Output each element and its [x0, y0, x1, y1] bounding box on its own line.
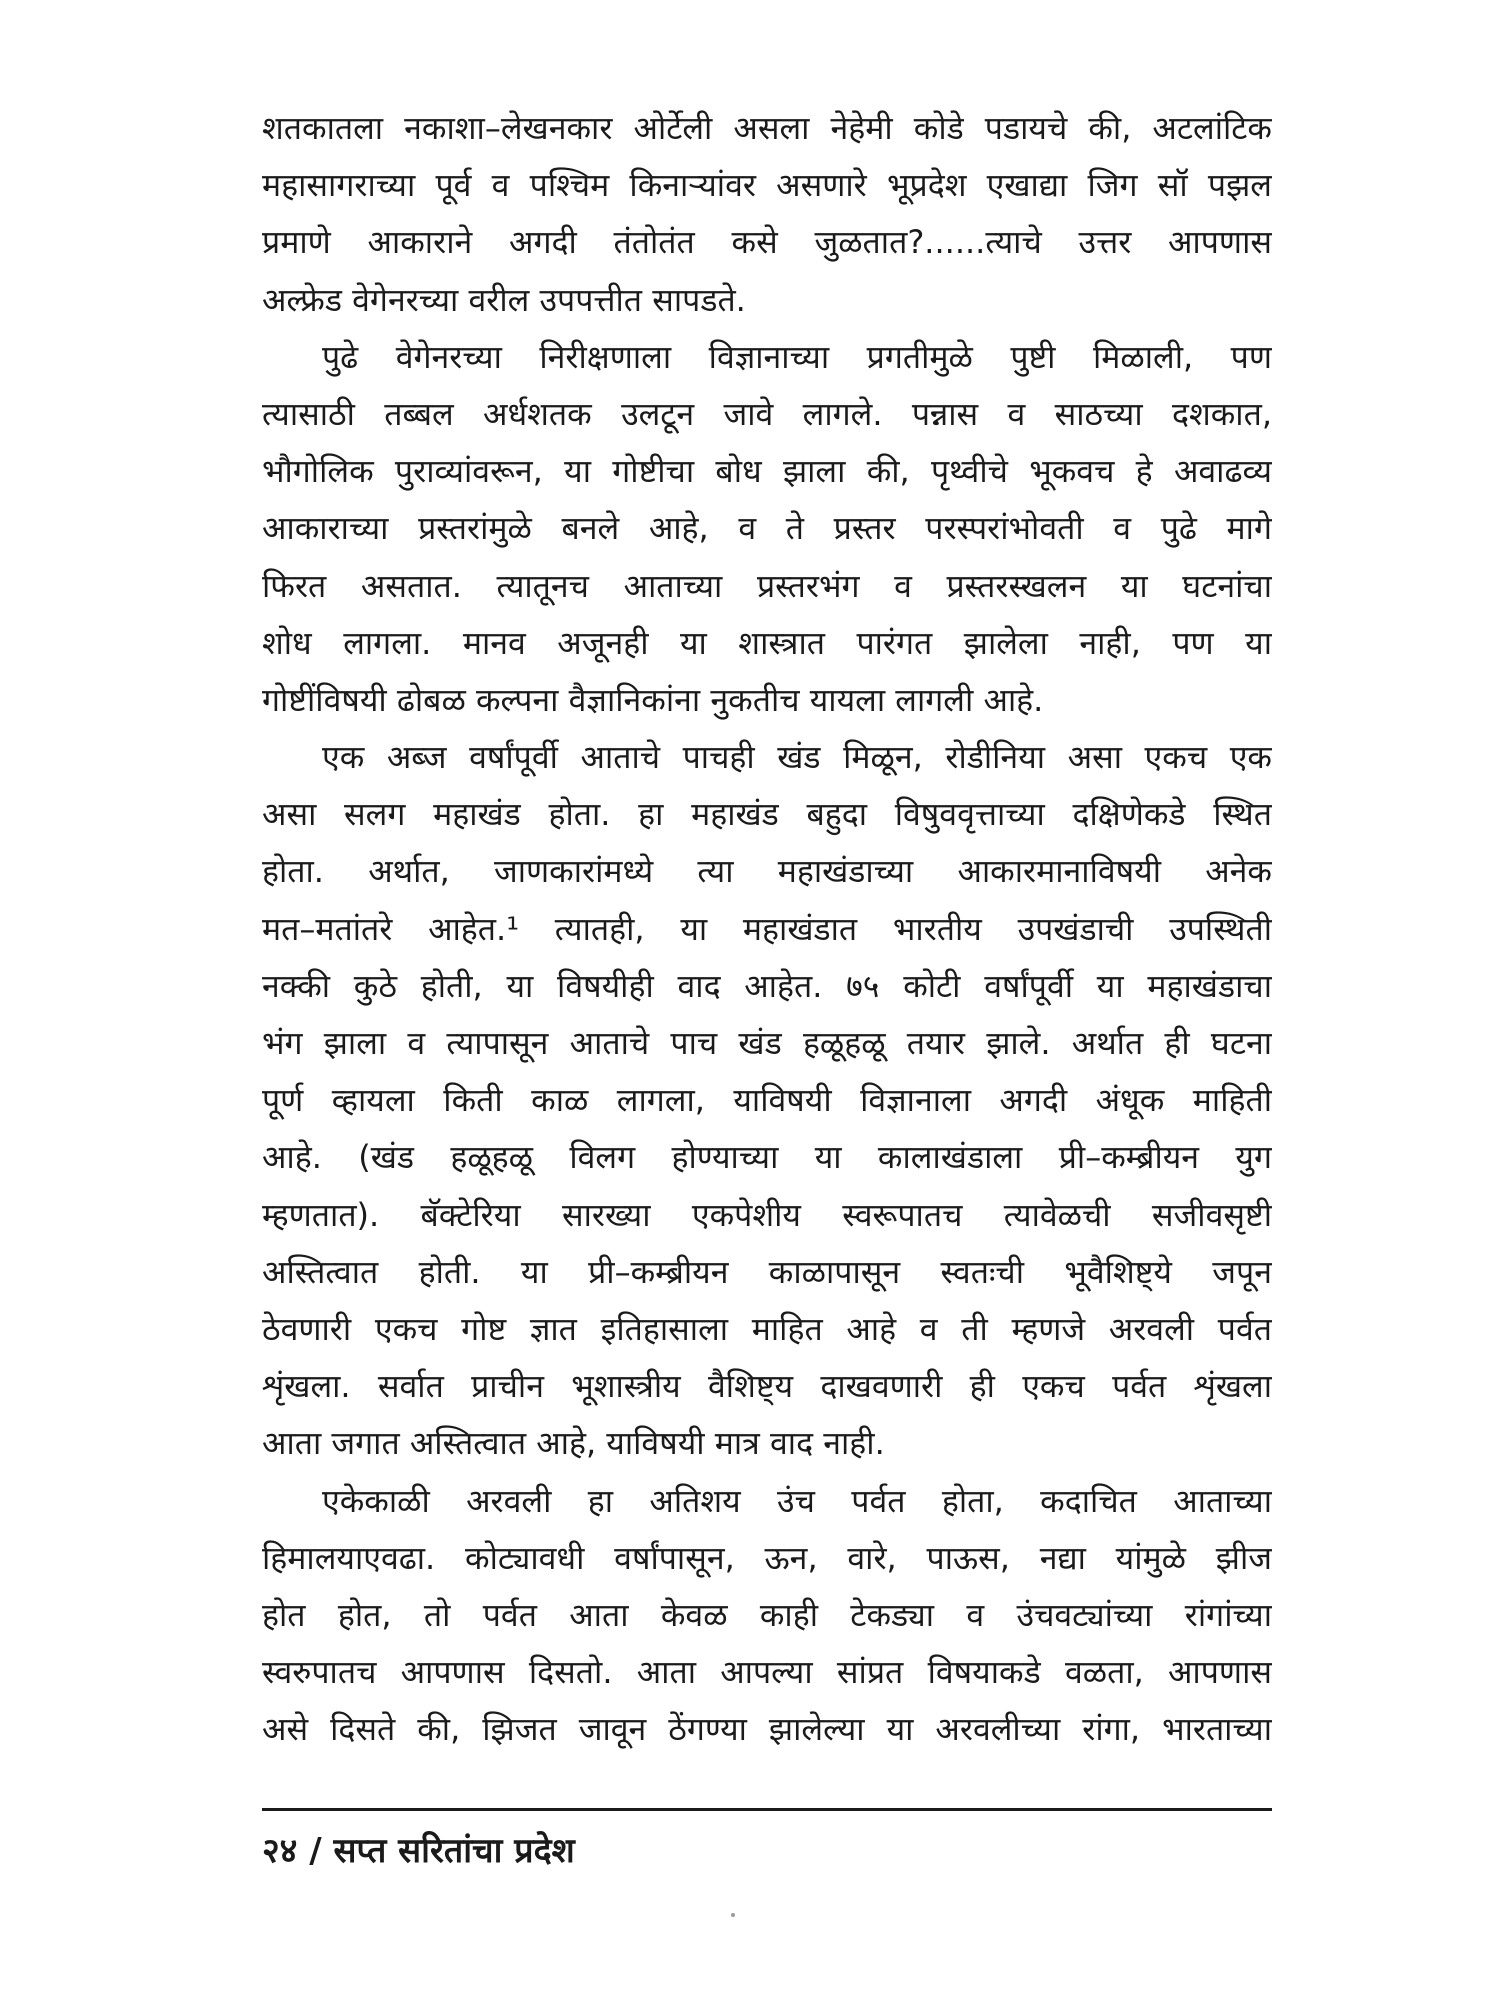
text-line: आकाराच्या प्रस्तरांमुळे बनले आहे, व ते प्रस्तर परस्परांभोवती व पुढे मागे — [262, 509, 1272, 548]
text-line: म्हणतात). बॅक्टेरिया सारख्या एकपेशीय स्वरूपातच त्यावेळची सजीवसृष्टी — [262, 1195, 1272, 1234]
text-line: असा सलग महाखंड होता. हा महाखंड बहुदा विषुववृत्ताच्या दक्षिणेकडे स्थित — [262, 795, 1272, 834]
paragraph-3 — [262, 729, 1272, 1472]
page-footer — [262, 1826, 575, 1876]
paragraph-4 — [262, 1473, 1272, 1759]
text-line: आहे. (खंड हळूहळू विलग होण्याच्या या कालाखंडाला प्री–कम्ब्रीयन युग — [262, 1138, 1272, 1177]
text-line: एकेकाळी अरवली हा अतिशय उंच पर्वत होता, कदाचित आताच्या — [322, 1481, 1272, 1520]
text-line: नक्की कुठे होती, या विषयीही वाद आहेत. ७५ कोटी वर्षांपूर्वी या महाखंडाचा — [262, 966, 1272, 1005]
text-line: महासागराच्या पूर्व व पश्चिम किनाऱ्यांवर असणारे भूप्रदेश एखाद्या जिग सॉ पझल — [262, 166, 1272, 205]
text-line: असे दिसते की, झिजत जावून ठेंगण्या झालेल्या या अरवलीच्या रांगा, भारताच्या — [262, 1710, 1272, 1749]
text-line: भौगोलिक पुराव्यांवरून, या गोष्टीचा बोध झाला की, पृथ्वीचे भूकवच हे अवाढव्य — [262, 452, 1272, 491]
text-line: प्रमाणे आकाराने अगदी तंतोतंत कसे जुळतात?......त्याचे उत्तर आपणास — [262, 223, 1272, 262]
text-line: होत होत, तो पर्वत आता केवळ काही टेकड्या व उंचवट्यांच्या रांगांच्या — [262, 1595, 1272, 1634]
text-line: त्यासाठी तब्बल अर्धशतक उलटून जावे लागले. पन्नास व साठच्या दशकात, — [262, 394, 1272, 433]
scan-speck — [731, 1913, 735, 1917]
footer-rule — [262, 1808, 1272, 1811]
text-line: शतकातला नकाशा–लेखनकार ओर्टेली असला नेहेमी कोडे पडायचे की, अटलांटिक — [262, 109, 1272, 147]
text-line: पूर्ण व्हायला किती काळ लागला, याविषयी विज्ञानाला अगदी अंधूक माहिती — [262, 1081, 1272, 1120]
body-text — [262, 100, 1272, 1758]
text-line: हिमालयाएवढा. कोट्यावधी वर्षांपासून, ऊन, वारे, पाऊस, नद्या यांमुळे झीज — [262, 1538, 1272, 1577]
text-line: स्वरुपातच आपणास दिसतो. आता आपल्या सांप्रत विषयाकडे वळता, आपणास — [262, 1653, 1272, 1692]
text-line: ठेवणारी एकच गोष्ट ज्ञात इतिहासाला माहित आहे व ती म्हणजे अरवली पर्वत — [262, 1309, 1272, 1348]
book-title: सप्त सरितांचा प्रदेश — [333, 1831, 575, 1871]
text-line: गोष्टींविषयी ढोबळ कल्पना वैज्ञानिकांना नुकतीच यायला लागली आहे. — [262, 680, 1044, 719]
footer-separator: / — [309, 1831, 322, 1871]
text-line: मत–मतांतरे आहेत.¹ त्यातही, या महाखंडात भारतीय उपखंडाची उपस्थिती — [262, 909, 1272, 948]
text-line: शोध लागला. मानव अजूनही या शास्त्रात पारंगत झालेला नाही, पण या — [262, 623, 1272, 662]
text-line: अल्फ्रेड वेगेनरच्या वरील उपपत्तीत सापडते. — [262, 280, 746, 319]
paragraph-2 — [262, 329, 1272, 729]
text-line: एक अब्ज वर्षांपूर्वी आताचे पाचही खंड मिळून, रोडीनिया असा एकच एक — [322, 738, 1272, 777]
paragraph-1 — [262, 100, 1272, 329]
page-number: २४ — [262, 1831, 298, 1871]
text-line: शृंखला. सर्वात प्राचीन भूशास्त्रीय वैशिष्ट्य दाखवणारी ही एकच पर्वत शृंखला — [262, 1367, 1272, 1406]
text-line: भंग झाला व त्यापासून आताचे पाच खंड हळूहळू तयार झाले. अर्थात ही घटना — [262, 1024, 1272, 1062]
text-line: आता जगात अस्तित्वात आहे, याविषयी मात्र वाद नाही. — [262, 1424, 885, 1463]
text-line: पुढे वेगेनरच्या निरीक्षणाला विज्ञानाच्या प्रगतीमुळे पुष्टी मिळाली, पण — [322, 337, 1272, 376]
text-line: अस्तित्वात होती. या प्री–कम्ब्रीयन काळापासून स्वतःची भूवैशिष्ट्ये जपून — [262, 1252, 1272, 1291]
text-line: होता. अर्थात, जाणकारांमध्ये त्या महाखंडाच्या आकारमानाविषयी अनेक — [262, 852, 1272, 891]
text-line: फिरत असतात. त्यातूनच आताच्या प्रस्तरभंग व प्रस्तरस्खलन या घटनांचा — [262, 566, 1272, 605]
